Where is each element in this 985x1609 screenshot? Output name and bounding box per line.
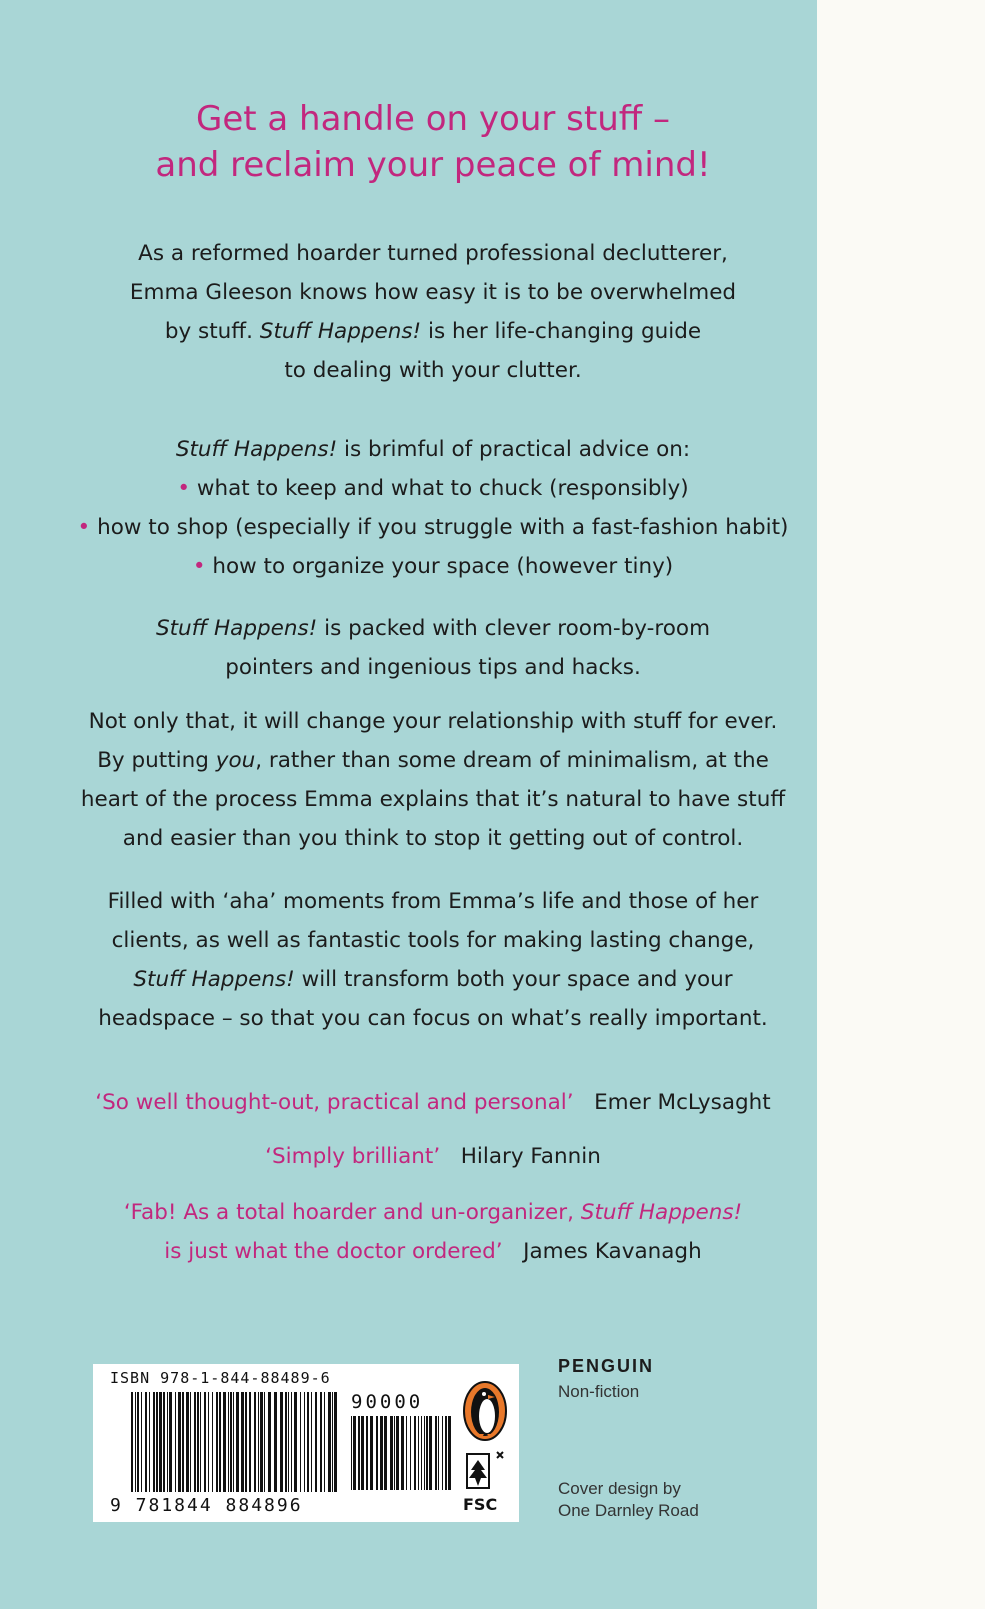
relationship-line-2-pre: By putting: [97, 748, 216, 773]
barcode-bar: [280, 1392, 283, 1492]
barcode-bars: [131, 1392, 341, 1506]
barcode-bar: [401, 1416, 404, 1490]
barcode-bar: [370, 1416, 373, 1490]
barcode-bar: [260, 1392, 263, 1492]
barcode-bar: [307, 1392, 309, 1492]
bullet-icon: •: [177, 476, 191, 501]
barcode-bar: [442, 1416, 443, 1490]
barcode-bar: [406, 1416, 407, 1490]
relationship-line-2-post: , rather than some dream of minimalism, at the: [255, 748, 769, 773]
intro-paragraph: [60, 234, 806, 390]
headline-line-2: and reclaim your peace of mind!: [155, 145, 711, 185]
barcode-bar: [390, 1416, 393, 1490]
barcode-bar: [426, 1416, 428, 1490]
barcode-bar: [274, 1392, 277, 1492]
barcode-bar: [241, 1392, 244, 1492]
intro-line-4: to dealing with your clutter.: [284, 358, 582, 383]
barcode-bar: [258, 1392, 259, 1492]
barcode-bar: [212, 1392, 213, 1492]
emphasis-you: you: [215, 748, 256, 773]
barcode-bar: [141, 1392, 142, 1492]
filled-line-2: clients, as well as fantastic tools for making lasting change,: [111, 928, 755, 953]
barcode-bar: [186, 1392, 189, 1492]
cover-credit-line-1: Cover design by: [558, 1479, 681, 1498]
barcode-bar: [438, 1416, 439, 1490]
barcode-bar: [178, 1392, 181, 1492]
barcode-bar: [376, 1416, 378, 1490]
penguin-logo-icon: [462, 1380, 508, 1442]
barcode-bar: [204, 1392, 206, 1492]
advice-item: [60, 469, 806, 508]
advice-item-text: how to organize your space (however tiny): [212, 554, 674, 579]
book-title: Stuff Happens!: [155, 616, 318, 641]
headline: [60, 96, 806, 188]
barcode-bar: [233, 1392, 234, 1492]
barcode-bar: [328, 1392, 331, 1492]
barcode-bar: [190, 1392, 191, 1492]
barcode-bar: [249, 1392, 251, 1492]
barcode-bar: [153, 1392, 155, 1492]
barcode-bar: [245, 1392, 247, 1492]
fsc-label: FSC: [463, 1495, 498, 1514]
filled-line-3: [60, 960, 806, 999]
quote-text: ‘So well thought-out, practical and personal’: [95, 1090, 574, 1115]
barcode-bar: [334, 1392, 337, 1492]
packed-paragraph: [60, 609, 806, 687]
barcode-bar: [315, 1392, 317, 1492]
barcode-bar: [448, 1416, 451, 1490]
filled-line-3-post: will transform both your space and your: [294, 967, 733, 992]
filled-line-1: Filled with ‘aha’ moments from Emma’s life and those of her: [107, 889, 759, 914]
barcode-bar: [351, 1416, 352, 1490]
barcode-bar: [137, 1392, 139, 1492]
quote-author: Emer McLysaght: [594, 1090, 771, 1115]
barcode-bar: [288, 1392, 289, 1492]
quote-text-line-2: is just what the doctor ordered’: [164, 1239, 503, 1264]
barcode-bar: [216, 1392, 218, 1492]
barcode-bar: [380, 1416, 383, 1490]
review-quote: [60, 1193, 806, 1271]
barcode-bar: [264, 1392, 265, 1492]
barcode-bar: [223, 1392, 226, 1492]
barcode-bar: [169, 1392, 172, 1492]
relationship-line-3: heart of the process Emma explains that it’s natural to have stuff: [80, 787, 786, 812]
barcode-bar: [149, 1392, 150, 1492]
advice-list: [60, 430, 806, 586]
barcode-bar: [421, 1416, 422, 1490]
packed-line-2: pointers and ingenious tips and hacks.: [225, 655, 641, 680]
packed-line-1-post: is packed with clever room-by-room: [317, 616, 711, 641]
relationship-line-2: [60, 741, 806, 780]
isbn-label: ISBN 978-1-844-88489-6: [110, 1369, 331, 1387]
barcode-digits: 9 781844 884896: [110, 1495, 303, 1516]
barcode-bar: [254, 1392, 256, 1492]
filled-paragraph: [60, 882, 806, 1038]
relationship-line-1: Not only that, it will change your relationship with stuff for ever.: [88, 709, 778, 734]
barcode-bar: [394, 1416, 395, 1490]
barcode-bar: [285, 1392, 287, 1492]
intro-line-3-pre: by stuff.: [164, 319, 260, 344]
barcode-bar: [311, 1392, 312, 1492]
advice-item-text: what to keep and what to chuck (responsibly): [196, 476, 689, 501]
barcode-bar: [159, 1392, 162, 1492]
advice-lead: [60, 430, 806, 469]
barcode-bar: [384, 1416, 387, 1490]
barcode-panel: [93, 1364, 519, 1522]
review-quote: [60, 1083, 806, 1122]
review-quote: [60, 1137, 806, 1176]
page-margin: [817, 0, 985, 1609]
book-title: Stuff Happens!: [580, 1200, 743, 1225]
quote-text-line-1: ‘Fab! As a total hoarder and un-organizer,: [123, 1200, 581, 1225]
quote-text: ‘Simply brilliant’: [265, 1144, 441, 1169]
barcode-bar: [156, 1392, 158, 1492]
filled-line-4: headspace – so that you can focus on what’s really important.: [98, 1006, 768, 1031]
barcode-bar: [353, 1416, 356, 1490]
barcode-bar: [230, 1392, 232, 1492]
advice-lead-text: is brimful of practical advice on:: [337, 437, 691, 462]
barcode-bar: [175, 1392, 176, 1492]
barcode-bar: [361, 1416, 364, 1490]
book-title: Stuff Happens!: [259, 319, 422, 344]
quote-author: James Kavanagh: [523, 1239, 702, 1264]
book-category: Non-fiction: [558, 1382, 640, 1401]
relationship-line-4: and easier than you think to stop it getting out of control.: [122, 826, 744, 851]
barcode-bar: [219, 1392, 221, 1492]
barcode-bar: [194, 1392, 196, 1492]
cover-credit-line-2: One Darnley Road: [558, 1501, 699, 1520]
barcode-bar: [429, 1416, 432, 1490]
barcode-bar: [236, 1392, 239, 1492]
barcode-bar: [294, 1392, 297, 1492]
barcode-bar: [418, 1416, 419, 1490]
publisher-name: PENGUIN: [558, 1356, 655, 1376]
barcode-bar: [131, 1392, 133, 1492]
barcode-bar: [332, 1392, 333, 1492]
bullet-icon: •: [192, 554, 206, 579]
barcode-bar: [366, 1416, 368, 1490]
barcode-bar: [291, 1392, 292, 1492]
intro-line-2: Emma Gleeson knows how easy it is to be overwhelmed: [129, 280, 737, 305]
headline-line-1: Get a handle on your stuff –: [196, 99, 670, 139]
barcode-bar: [396, 1416, 399, 1490]
barcode-bar: [135, 1392, 136, 1492]
barcode-bar: [228, 1392, 229, 1492]
barcode-bar: [445, 1416, 447, 1490]
packed-line-1: [60, 609, 806, 648]
book-title: Stuff Happens!: [175, 437, 338, 462]
barcode-bar: [410, 1416, 411, 1490]
barcode-bar: [163, 1392, 165, 1492]
intro-line-1: As a reformed hoarder turned professional declutterer,: [138, 241, 728, 266]
barcode-bar: [424, 1416, 425, 1490]
barcode-bar: [435, 1416, 437, 1490]
barcode-bar: [320, 1392, 322, 1492]
advice-item: [60, 508, 806, 547]
barcode-bar: [304, 1392, 305, 1492]
barcode-bar: [268, 1392, 271, 1492]
barcode-bar: [414, 1416, 416, 1490]
barcode-bar: [200, 1392, 201, 1492]
intro-line-3-post: is her life-changing guide: [421, 319, 702, 344]
bullet-icon: •: [77, 515, 91, 540]
advice-item-text: how to shop (especially if you struggle with a fast-fashion habit): [97, 515, 789, 540]
relationship-paragraph: [60, 702, 806, 858]
price-barcode-bars: [351, 1416, 451, 1506]
barcode-bar: [197, 1392, 199, 1492]
quote-author: Hilary Fannin: [460, 1144, 601, 1169]
barcode-bar: [208, 1392, 209, 1492]
barcode-bar: [145, 1392, 147, 1492]
price-code: 90000: [351, 1391, 424, 1413]
barcode-bar: [167, 1392, 168, 1492]
intro-line-3: [60, 312, 806, 351]
advice-item: [60, 547, 806, 586]
barcode-bar: [324, 1392, 325, 1492]
book-title: Stuff Happens!: [133, 967, 295, 992]
barcode-bar: [182, 1392, 184, 1492]
fsc-logo-icon: [459, 1448, 509, 1518]
barcode-bar: [300, 1392, 301, 1492]
barcode-bar: [358, 1416, 360, 1490]
